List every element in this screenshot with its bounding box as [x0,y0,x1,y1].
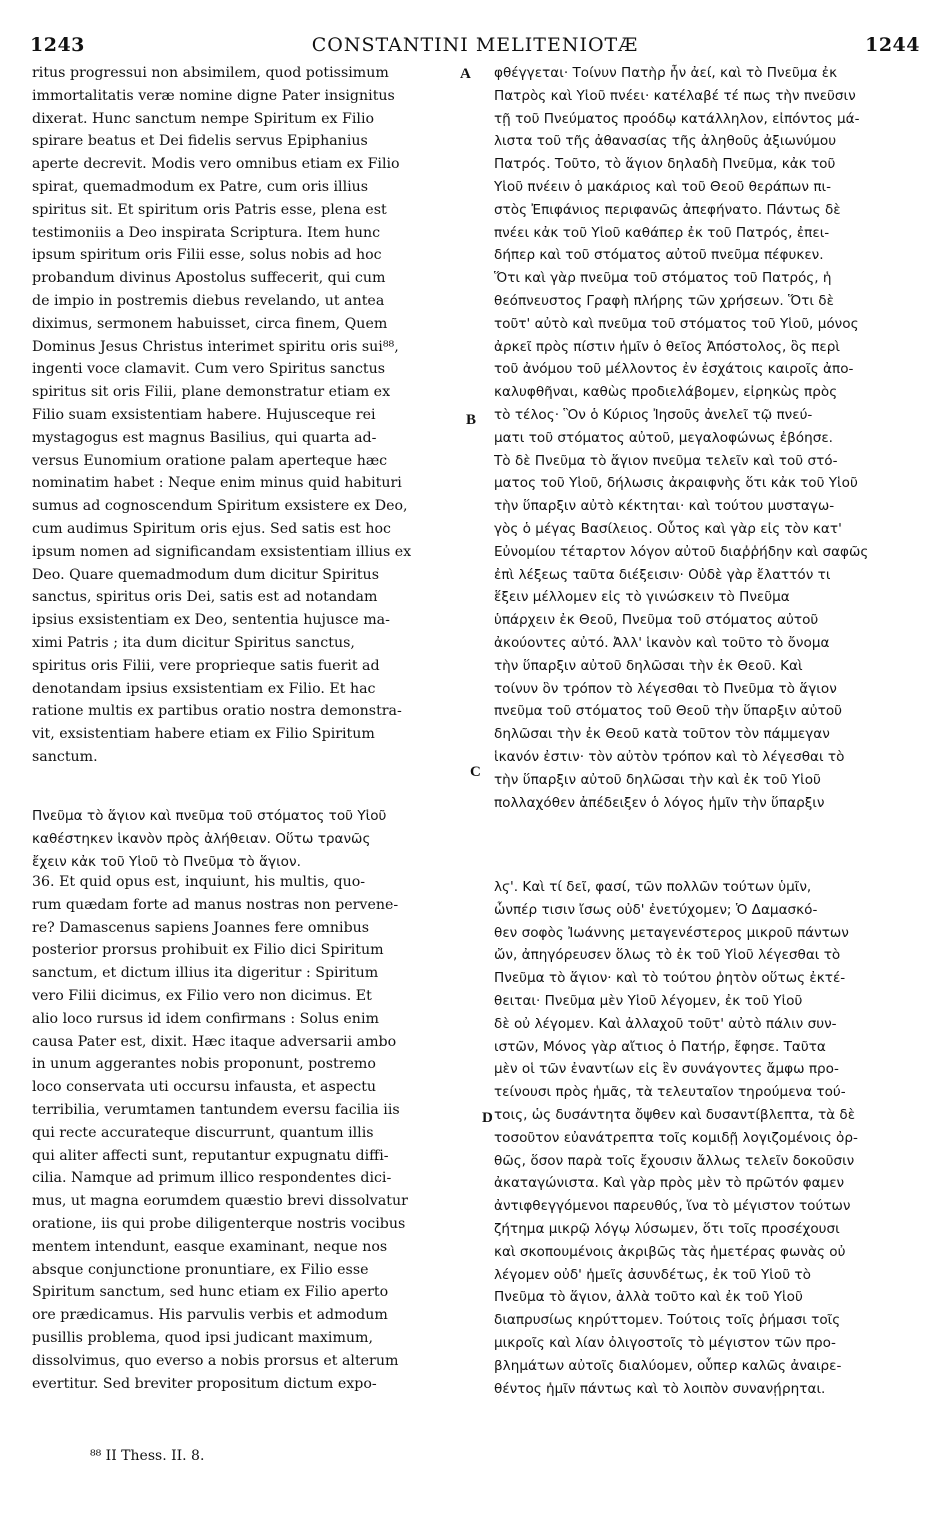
text-line: spirare beatus et Dei fidelis servus Epiphanius [32,133,368,150]
text-line: rum quædam forte ad manus nostras non pervene- [32,896,399,913]
text-line: aperte decrevit. Modis vero omnibus etiam ex Filio [32,156,400,173]
text-line: nominatim habet : Neque enim minus quid habituri [32,475,402,492]
text-line: qui recte accurateque discurrunt, quantum illis [32,1124,374,1141]
text-line: Ὅτι καὶ γὰρ πνεῦμα τοῦ στόματος τοῦ Πατρός, ἡ [494,270,832,287]
text-line: Τὸ δὲ Πνεῦμα τὸ ἅγιον πνεῦμα τελεῖν καὶ τοῦ στό- [494,452,838,469]
text-line: diximus, sermonem habuisset, circa finem, Quem [32,315,388,332]
text-line: testimoniis a Deo inspirata Scriptura. Item hunc [32,224,381,241]
text-line: pusillis problema, quod ipsi judicant maximum, [32,1329,374,1346]
text-line: ἀντιφθεγγόμενοι παρευθύς, ἵνα τὸ μέγιστον τούτων [494,1198,851,1215]
text-line: ἕξειν μέλλομεν εἰς τὸ γινώσκειν τὸ Πνεῦμα [494,589,790,606]
text-line: δήπερ καὶ τοῦ στόματος αὐτοῦ πνεῦμα πέφυκεν. [494,247,824,264]
text-line: διαπρυσίως κηρύττομεν. Τούτοις τοῖς ῥήμασι τοῖς [494,1312,841,1329]
page-number-left: 1243 [30,34,85,56]
running-title: CONSTANTINI MELITENIOTÆ [311,34,639,56]
text-line: καθέστηκεν ἱκανὸν πρὸς ἀλήθειαν. Οὕτω τρανῶς [32,830,371,847]
text-line: ὧνπέρ τισιν ἴσως οὐδ' ἐνετύχομεν; Ὁ Δαμασκό- [494,901,818,918]
page-number-right: 1244 [865,34,920,56]
text-line: Deo. Quare quemadmodum dum dicitur Spiritus [32,566,379,583]
text-line: θῶς, ὅσον παρὰ τοῖς ἔχουσιν ἄλλως τελεῖν δοκοῦσιν [494,1152,855,1169]
text-line: cum audimus Spiritum oris ejus. Sed satis est hoc [32,520,391,537]
text-line: spiritus sit. Et spiritum oris Patris esse, plena est [32,201,387,218]
text-line: ματι τοῦ στόματος αὐτοῦ, μεγαλοφώνως ἐβόησε. [494,429,833,446]
text-line: Υἱοῦ πνέειν ὁ μακάριος καὶ τοῦ Θεοῦ θεράπων πι- [494,178,832,195]
text-line: θειται· Πνεῦμα μὲν Υἱοῦ λέγομεν, ἐκ τοῦ Υἱοῦ [494,992,803,1009]
text-line: μὲν οἱ τῶν ἐναντίων εἰς ἓν συνάγοντες ἄμφω προ- [494,1061,839,1078]
text-line: καὶ σκοπουμένοις ἀκριβῶς τὰς ἡμετέρας φωνὰς οὐ [494,1243,846,1260]
margin-letter-b: B [466,412,477,428]
text-line: sumus ad cognoscendum Spiritum exsistere ex Deo, [32,498,408,515]
text-line: posterior prorsus prohibuit ex Filio dici Spiritum [32,942,384,959]
text-line: θεόπνευστος Γραφὴ πλήρης τῶν χρήσεων. Ὅτι δὲ [494,292,834,309]
text-line: sanctum, et dictum illius ita digeritur : Spiritum [32,965,379,982]
margin-letter-d: D [482,1110,493,1126]
text-line: ἱκανόν ἐστιν· τὸν αὐτὸν τρόπον καὶ τὸ λέγεσθαι τὸ [494,748,845,765]
text-line: mentem intendunt, easque examinant, neque nos [32,1238,388,1255]
margin-letter-a: A [460,66,471,82]
greek-continuation-left [32,805,472,873]
text-line: τὴν ὕπαρξιν αὐτοῦ δηλῶσαι τὴν καὶ ἐκ τοῦ Υἱοῦ [494,771,821,788]
text-line: ἐπὶ λέξεως ταῦτα διέξεισιν· Οὐδὲ γὰρ ἔλαττόν τι [494,566,831,583]
text-line: oratione, iis qui probe diligenterque nostris vocibus [32,1215,406,1232]
text-line: γὸς ὁ μέγας Βασίλειος. Οὗτος καὶ γὰρ εἰς τὸν κατ' [494,520,842,537]
text-line: μικροῖς καὶ λίαν ὀλιγοστοῖς τὸ μέγιστον τῶν προ- [494,1334,836,1351]
text-line: πνεῦμα τοῦ στόματος τοῦ Θεοῦ τὴν ὕπαρξιν αὐτοῦ [494,703,843,720]
text-line: ἀκαταγώνιστα. Καὶ γὰρ πρὸς μὲν τὸ πρῶτόν φαμεν [494,1175,845,1192]
footnote: ⁸⁸ II Thess. II. 8. [90,1448,205,1464]
text-line: φθέγγεται· Τοίνυν Πατὴρ ἦν ἀεί, καὶ τὸ Πνεῦμα ἐκ [494,65,838,81]
text-line: alio loco rursus id idem confirmans : Solus enim [32,1010,379,1027]
running-header [30,34,920,60]
text-line: loco conservata uti occursu infausta, et aspectu [32,1079,377,1096]
text-line: τοσοῦτον εὐανάτρεπτα τοῖς κομιδῇ λογιζομένοις ὀρ- [494,1129,858,1146]
text-line: Spiritum sanctum, sed hunc etiam ex Filio aperto [32,1284,389,1301]
greek-column-bottom [494,876,914,1400]
text-line: cilia. Namque ad primum illico respondentes dici- [32,1170,392,1187]
text-line: qui aliter affecti sunt, reputantur expugnatu diffi- [32,1147,389,1164]
text-line: τοίνυν ὃν τρόπον τὸ λέγεσθαι τὸ Πνεῦμα τὸ ἅγιον [494,680,837,697]
text-line: ἔχειν κἀκ τοῦ Υἱοῦ τὸ Πνεῦμα τὸ ἅγιον. [32,853,301,870]
text-line: versus Eunomium oratione palam aperteque hæc [32,452,388,469]
text-line: λέγομεν οὐδ' ἡμεῖς ἀσυνδέτως, ἐκ τοῦ Υἱοῦ τὸ [494,1266,811,1283]
text-line: Dominus Jesus Christus interimet spiritu oris sui⁸⁸, [32,338,399,355]
text-line: δὲ οὐ λέγομεν. Καὶ ἀλλαχοῦ τοῦτ' αὐτὸ πάλιν συν- [494,1015,837,1032]
text-line: τείνουσι πρὸς ἡμᾶς, τὰ τελευταῖον τηρούμενα τού- [494,1084,846,1101]
text-line: dixerat. Hunc sanctum nempe Spiritum ex Filio [32,110,375,127]
text-line: καλυφθῆναι, καθὼς προδιελάβομεν, εἰρηκὼς πρὸς [494,384,838,401]
text-line: terribilia, verumtamen tantundem eversu facilia iis [32,1101,400,1118]
text-line: τὴν ὕπαρξιν αὐτοῦ δηλῶσαι τὴν ἐκ Θεοῦ. Καὶ [494,657,803,674]
text-line: Πνεῦμα τὸ ἅγιον· καὶ τὸ τούτου ῥητὸν οὕτως ἐκτέ- [494,970,846,987]
text-line: λϛ'. Καὶ τί δεῖ, φασί, τῶν πολλῶν τούτων ὑμῖν, [494,879,812,895]
text-line: ipsum nomen ad significandam exsistentiam illius ex [32,543,412,560]
text-line: ximi Patris ; ita dum dicitur Spiritus sanctus, [32,634,355,651]
text-line: Πνεῦμα τὸ ἅγιον καὶ πνεῦμα τοῦ στόματος τοῦ Υἱοῦ [32,808,387,824]
latin-column-bottom [32,871,478,1395]
margin-letter-c: C [470,764,481,780]
text-line: spirat, quemadmodum ex Patre, cum oris illius [32,178,369,195]
text-line: de impio in postremis diebus revelando, ut antea [32,292,385,309]
text-line: dissolvimus, quo everso a nobis prorsus et alterum [32,1352,399,1369]
latin-column-top [32,62,478,769]
text-line: ὑπάρχειν ἐκ Θεοῦ, Πνεῦμα τοῦ στόματος αὐτοῦ [494,612,819,629]
text-line: ματος τοῦ Υἱοῦ, δήλωσις ἀκραιφνὴς ὅτι κἀκ τοῦ Υἱοῦ [494,475,858,492]
text-line: ἀκούοντες αὐτό. Ἀλλ' ἱκανὸν καὶ τοῦτο τὸ ὄνομα [494,634,830,651]
greek-column-top [494,62,914,814]
text-line: causa Pater est, dixit. Hæc itaque adversarii ambo [32,1033,397,1050]
text-line: ingenti voce clamavit. Cum vero Spiritus sanctus [32,361,386,378]
text-line: ore prædicamus. His parvulis verbis et admodum [32,1307,388,1324]
text-line: mystagogus est magnus Basilius, qui quarta ad- [32,429,377,446]
text-line: re? Damascenus sapiens Joannes fere omnibus [32,919,370,936]
text-line: ritus progressui non absimilem, quod potissimum [32,65,389,81]
text-line: ζήτημα μικρῷ λόγῳ λύσωμεν, ὅτι τοῖς προσέχουσι [494,1220,840,1237]
text-line: Πνεῦμα τὸ ἅγιον, ἀλλὰ τοῦτο καὶ ἐκ τοῦ Υἱοῦ [494,1289,803,1306]
text-line: sanctum. [32,748,98,765]
text-line: τὴν ὕπαρξιν αὐτὸ κέκτηται· καὶ τούτου μυσταγω- [494,498,835,515]
text-line: θέντος ἡμῖν πάντως καὶ τὸ λοιπὸν συνανῄρηται. [494,1380,826,1397]
text-line: probandum divinus Apostolus suffecerit, qui cum [32,270,386,287]
text-line: δηλῶσαι τὴν ἐκ Θεοῦ κατὰ τοῦτον τὸν πάμμεγαν [494,726,830,743]
text-line: ipsius exsistentiam ex Deo, sententia hujusce ma- [32,612,390,629]
text-line: πολλαχόθεν ἀπέδειξεν ὁ λόγος ἡμῖν τὴν ὕπαρξιν [494,794,825,811]
text-line: vero Filii dicimus, ex Filio vero non dicimus. Et [32,987,372,1004]
text-line: Πατρός. Τοῦτο, τὸ ἅγιον δηλαδὴ Πνεῦμα, κἀκ τοῦ [494,156,836,173]
text-line: vit, exsistentiam habere etiam ex Filio Spiritum [32,726,375,743]
text-line: ὤν, ἀπηγόρευσεν ὅλως τὸ ἐκ τοῦ Υἱοῦ λέγεσθαι τὸ [494,947,841,964]
text-line: ιστῶν, Μόνος γὰρ αἴτιος ὁ Πατήρ, ἔφησε. Ταῦτα [494,1038,826,1055]
text-line: evertitur. Sed breviter propositum dictum expo- [32,1375,377,1392]
text-line: τοις, ὡς δυσάντητα ὄψθεν καὶ δυσαντίβλεπτα, τὰ δὲ [494,1106,856,1123]
text-line: absque conjunctione pronuntiare, ex Filio esse [32,1261,369,1278]
text-line: ratione multis ex partibus oratio nostra demonstra- [32,703,402,720]
text-line: θεν σοφὸς Ἰωάννης μεταγενέστερος μικροῦ πάντων [494,924,849,941]
text-line: ἀρκεῖ πρὸς πίστιν ἡμῖν ὁ θεῖος Ἀπόστολος, ὃς περὶ [494,338,840,355]
text-line: τοῦτ' αὐτὸ καὶ πνεῦμα τοῦ στόματος τοῦ Υἱοῦ, μόνος [494,315,859,332]
text-line: πνέει κἀκ τοῦ Υἱοῦ καθάπερ ἐκ τοῦ Πατρός, ἐπει- [494,224,830,241]
text-line: sanctus, spiritus oris Dei, satis est ad notandam [32,589,378,606]
text-line: ipsum spiritum oris Filii esse, solus nobis ad hoc [32,247,382,264]
text-line: spiritus sit oris Filii, plane demonstratur etiam ex [32,384,391,401]
text-line: Filio suam exsistentiam habere. Hujusceque rei [32,406,376,423]
text-line: in unum aggerantes nobis proponunt, postremo [32,1056,376,1073]
text-line: Εὐνομίου τέταρτον λόγον αὐτοῦ διαῤῥήδην καὶ σαφῶς [494,543,869,560]
text-line: 36. Et quid opus est, inquiunt, his multis, quo- [32,874,366,890]
text-line: λιστα τοῦ τῆς ἀθανασίας τῆς ἀληθοῦς ἀξιωνύμου [494,133,837,150]
text-line: τὸ τέλος· Ὃν ὁ Κύριος Ἰησοῦς ἀνελεῖ τῷ πνεύ- [494,406,813,423]
text-line: mus, ut magna eorumdem quæstio brevi dissolvatur [32,1193,408,1210]
text-line: spiritus oris Filii, vere proprieque satis fuerit ad [32,657,380,674]
text-line: τῇ τοῦ Πνεύματος προόδῳ κατάλληλον, εἰπόντος μά- [494,110,860,127]
text-line: Πατρὸς καὶ Υἱοῦ πνέει· κατέλαβέ τέ πως τὴν πνεῦσιν [494,87,856,104]
text-line: βλημάτων αὐτοῖς διαλύομεν, οὗπερ καλῶς ἀναιρε- [494,1357,842,1374]
text-line: denotandam ipsius exsistentiam ex Filio. Et hac [32,680,376,697]
text-line: στὸς Ἐπιφάνιος περιφανῶς ἀπεφήνατο. Πάντως δὲ [494,201,841,218]
text-line: immortalitatis veræ nomine digne Pater insignitus [32,87,395,104]
text-line: τοῦ ἀνόμου τοῦ μέλλοντος ἐν ἐσχάτοις καιροῖς ἀπο- [494,361,854,378]
